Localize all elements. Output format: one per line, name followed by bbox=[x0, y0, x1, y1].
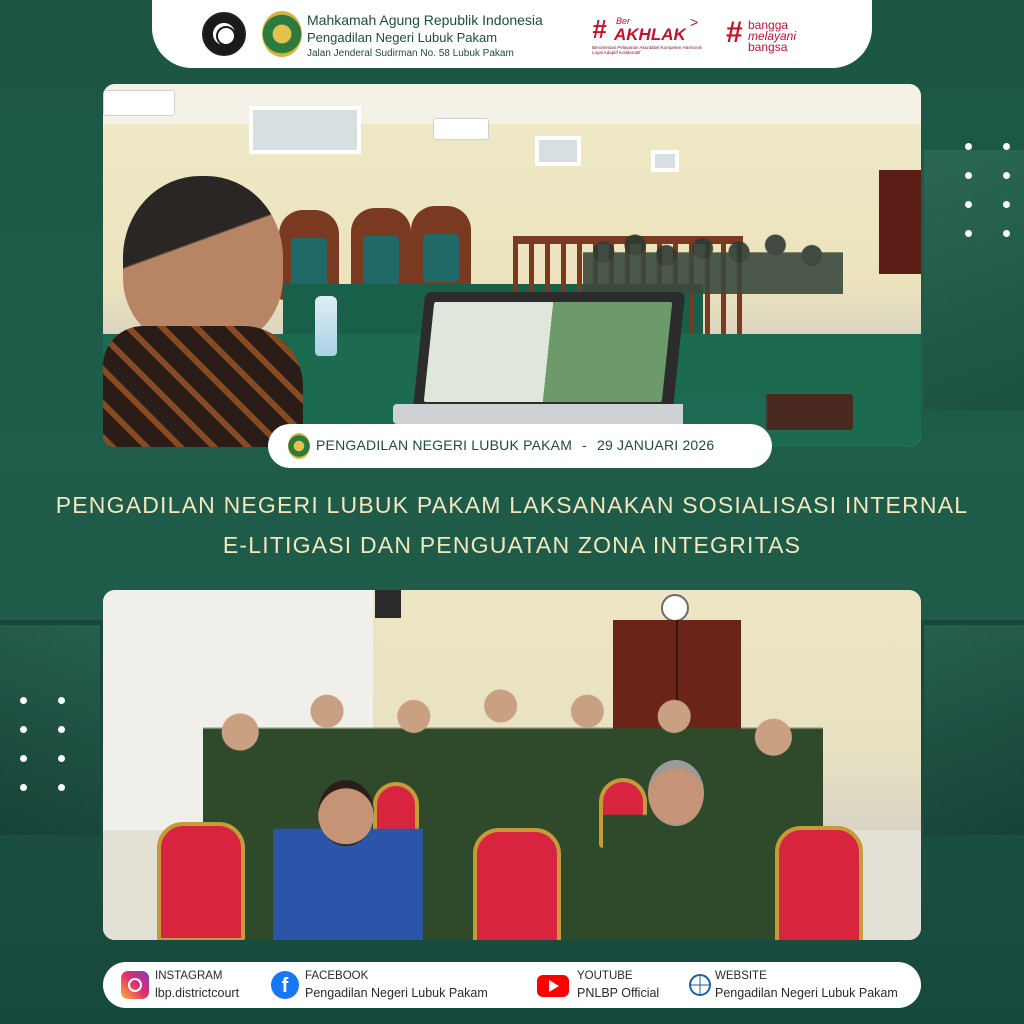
website-label: WEBSITE bbox=[715, 970, 767, 982]
laptop-keyboard bbox=[393, 404, 703, 424]
akhlak-tagline: Berorientasi Pelayanan Akuntabel Kompeten Harmonis Loyal Adaptif Kolaboratif bbox=[592, 45, 702, 55]
instagram-link[interactable] bbox=[121, 962, 261, 1008]
air-conditioner bbox=[433, 118, 489, 140]
red-chair bbox=[157, 822, 245, 940]
headline-line-2: E-LITIGASI DAN PENGUATAN ZONA INTEGRITAS bbox=[222, 532, 802, 558]
photo-caption bbox=[268, 424, 772, 468]
facebook-link[interactable] bbox=[271, 962, 511, 1008]
window bbox=[249, 106, 361, 154]
caption-separator: - bbox=[582, 437, 587, 453]
bangga-line-1: bangga bbox=[748, 18, 789, 32]
red-chair bbox=[775, 826, 863, 940]
bangga-melayani-bangsa-logo bbox=[726, 16, 816, 56]
supreme-court-seal-icon bbox=[202, 12, 246, 56]
court-address: Jalan Jenderal Sudirman No. 58 Lubuk Pakam bbox=[307, 48, 514, 59]
berakhlak-logo bbox=[592, 14, 704, 56]
facebook-label: FACEBOOK bbox=[305, 970, 369, 982]
caption-date: 29 JANUARI 2026 bbox=[597, 437, 715, 453]
courtroom-presentation-photo bbox=[103, 84, 921, 447]
headline-line-1: PENGADILAN NEGERI LUBUK PAKAM LAKSANAKAN SOSIALISASI INTERNAL bbox=[55, 492, 969, 518]
seated-audience bbox=[583, 224, 843, 294]
akhlak-word: AKHLAK bbox=[614, 25, 686, 44]
header-banner bbox=[152, 0, 872, 68]
organization-name: Mahkamah Agung Republik Indonesia bbox=[307, 12, 543, 28]
air-conditioner bbox=[103, 90, 175, 116]
presenter-person bbox=[103, 176, 303, 447]
bangga-line-3: bangsa bbox=[748, 40, 788, 54]
akhlak-hash: # bbox=[592, 14, 607, 44]
website-name: Pengadilan Negeri Lubuk Pakam bbox=[715, 986, 898, 1000]
akhlak-mark: > bbox=[690, 14, 699, 30]
decorative-dots bbox=[20, 697, 66, 791]
instagram-icon bbox=[121, 971, 149, 999]
presenter-batik-shirt bbox=[103, 326, 303, 447]
wall-speaker bbox=[375, 590, 401, 618]
audience-photo bbox=[103, 590, 921, 940]
court-name: Pengadilan Negeri Lubuk Pakam bbox=[307, 30, 498, 45]
window bbox=[535, 136, 581, 166]
water-bottle bbox=[315, 296, 337, 356]
window bbox=[651, 150, 679, 172]
judge-chair bbox=[411, 206, 471, 296]
website-link[interactable] bbox=[689, 962, 909, 1008]
presenter-head bbox=[123, 176, 283, 346]
social-media-footer bbox=[103, 962, 921, 1008]
akhlak-ber: Ber bbox=[616, 16, 631, 26]
youtube-label: YOUTUBE bbox=[577, 970, 633, 982]
ceiling bbox=[103, 84, 921, 124]
globe-icon bbox=[689, 974, 711, 996]
facebook-icon: f bbox=[271, 971, 299, 999]
youtube-link[interactable] bbox=[537, 962, 677, 1008]
decorative-dots bbox=[965, 143, 1011, 237]
background-photo-overlay bbox=[924, 625, 1024, 835]
seated-man-batik bbox=[603, 760, 753, 940]
youtube-channel: PNLBP Official bbox=[577, 986, 660, 1000]
facebook-page: Pengadilan Negeri Lubuk Pakam bbox=[305, 986, 488, 1000]
seated-woman-blue-shirt bbox=[273, 780, 423, 940]
courtroom-door bbox=[879, 170, 921, 274]
youtube-icon bbox=[537, 975, 569, 997]
bangga-hash: # bbox=[726, 16, 743, 49]
instagram-handle: lbp.districtcourt bbox=[155, 986, 240, 1000]
red-chair bbox=[473, 828, 561, 940]
caption-court: PENGADILAN NEGERI LUBUK PAKAM bbox=[316, 437, 573, 453]
instagram-label: INSTAGRAM bbox=[155, 970, 223, 982]
wall-clock-icon bbox=[661, 594, 689, 622]
district-court-logo-icon bbox=[262, 11, 302, 57]
bangga-line-2: melayani bbox=[748, 29, 797, 43]
court-logo-icon bbox=[288, 433, 310, 459]
laptop-screen bbox=[413, 292, 686, 412]
